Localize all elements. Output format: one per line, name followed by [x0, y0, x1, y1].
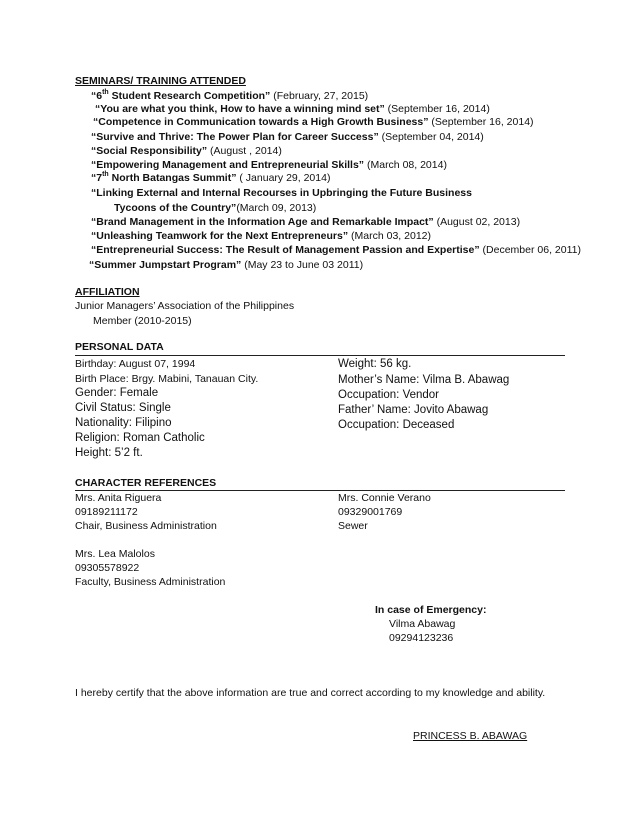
affiliation-org: Junior Managers’ Association of the Philippines	[75, 300, 295, 312]
references-heading: CHARACTER REFERENCES	[75, 477, 217, 489]
reference-2-position: Sewer	[338, 520, 368, 532]
seminar-item: “You are what you think, How to have a winning mind set” (September 16, 2014)	[95, 103, 490, 115]
reference-2-phone: 09329001769	[338, 506, 403, 518]
reference-2-name: Mrs. Connie Verano	[338, 492, 431, 504]
personal-gender: Gender: Female	[75, 387, 159, 399]
seminar-item: “Unleashing Teamwork for the Next Entrepreneurs” (March 03, 2012)	[91, 230, 431, 242]
signature-name: PRINCESS B. ABAWAG	[413, 730, 528, 742]
seminar-item: “6th Student Research Competition” (February, 27, 2015)	[91, 89, 369, 102]
seminar-item: “Brand Management in the Information Age and Remarkable Impact” (August 02, 2013)	[91, 216, 521, 228]
reference-3-name: Mrs. Lea Malolos	[75, 548, 155, 560]
personal-birthday: Birthday: August 07, 1994	[75, 358, 196, 370]
seminars-heading: SEMINARS/ TRAINING ATTENDED	[75, 75, 246, 87]
seminar-item: “Social Responsibility” (August , 2014)	[91, 145, 282, 157]
emergency-phone: 09294123236	[389, 632, 454, 644]
personal-data-heading: PERSONAL DATA	[75, 341, 164, 353]
personal-mother-occupation: Occupation: Vendor	[338, 389, 440, 401]
personal-data-divider	[75, 355, 565, 356]
personal-religion: Religion: Roman Catholic	[75, 432, 205, 444]
emergency-name: Vilma Abawag	[389, 618, 456, 630]
seminar-item: “7th North Batangas Summit” ( January 29, 2014)	[91, 171, 331, 184]
reference-1-position: Chair, Business Administration	[75, 520, 217, 532]
personal-mother-name: Mother’s Name: Vilma B. Abawag	[338, 374, 510, 386]
seminar-item: Tycoons of the Country”(March 09, 2013)	[114, 202, 317, 214]
personal-height: Height: 5’2 ft.	[75, 447, 143, 459]
affiliation-heading: AFFILIATION	[75, 286, 140, 298]
seminar-item: “Competence in Communication towards a High Growth Business” (September 16, 2014)	[93, 116, 534, 128]
personal-weight: Weight: 56 kg.	[338, 358, 412, 370]
personal-birthplace: Birth Place: Brgy. Mabini, Tanauan City.	[75, 373, 259, 385]
personal-father-name: Father’ Name: Jovito Abawag	[338, 404, 489, 416]
personal-nationality: Nationality: Filipino	[75, 417, 172, 429]
reference-3-phone: 09305578922	[75, 562, 140, 574]
seminar-item: “Survive and Thrive: The Power Plan for Career Success” (September 04, 2014)	[91, 131, 484, 143]
reference-3-position: Faculty, Business Administration	[75, 576, 226, 588]
seminar-item: “Linking External and Internal Recourses in Upbringing the Future Business	[91, 187, 472, 199]
seminar-item: “Entrepreneurial Success: The Result of Management Passion and Expertise” (December 06, 2011)	[91, 244, 581, 256]
emergency-heading: In case of Emergency:	[375, 604, 487, 616]
seminar-item: “Summer Jumpstart Program” (May 23 to June 03 2011)	[89, 259, 364, 271]
personal-father-occupation: Occupation: Deceased	[338, 419, 455, 431]
reference-1-name: Mrs. Anita Riguera	[75, 492, 162, 504]
personal-civil-status: Civil Status: Single	[75, 402, 171, 414]
certification-statement: I hereby certify that the above information are true and correct according to my knowledge and ability.	[75, 687, 546, 699]
references-divider	[75, 490, 565, 491]
seminar-item: “Empowering Management and Entrepreneurial Skills” (March 08, 2014)	[91, 159, 447, 171]
reference-1-phone: 09189211172	[75, 506, 138, 518]
affiliation-role: Member (2010-2015)	[93, 315, 192, 327]
